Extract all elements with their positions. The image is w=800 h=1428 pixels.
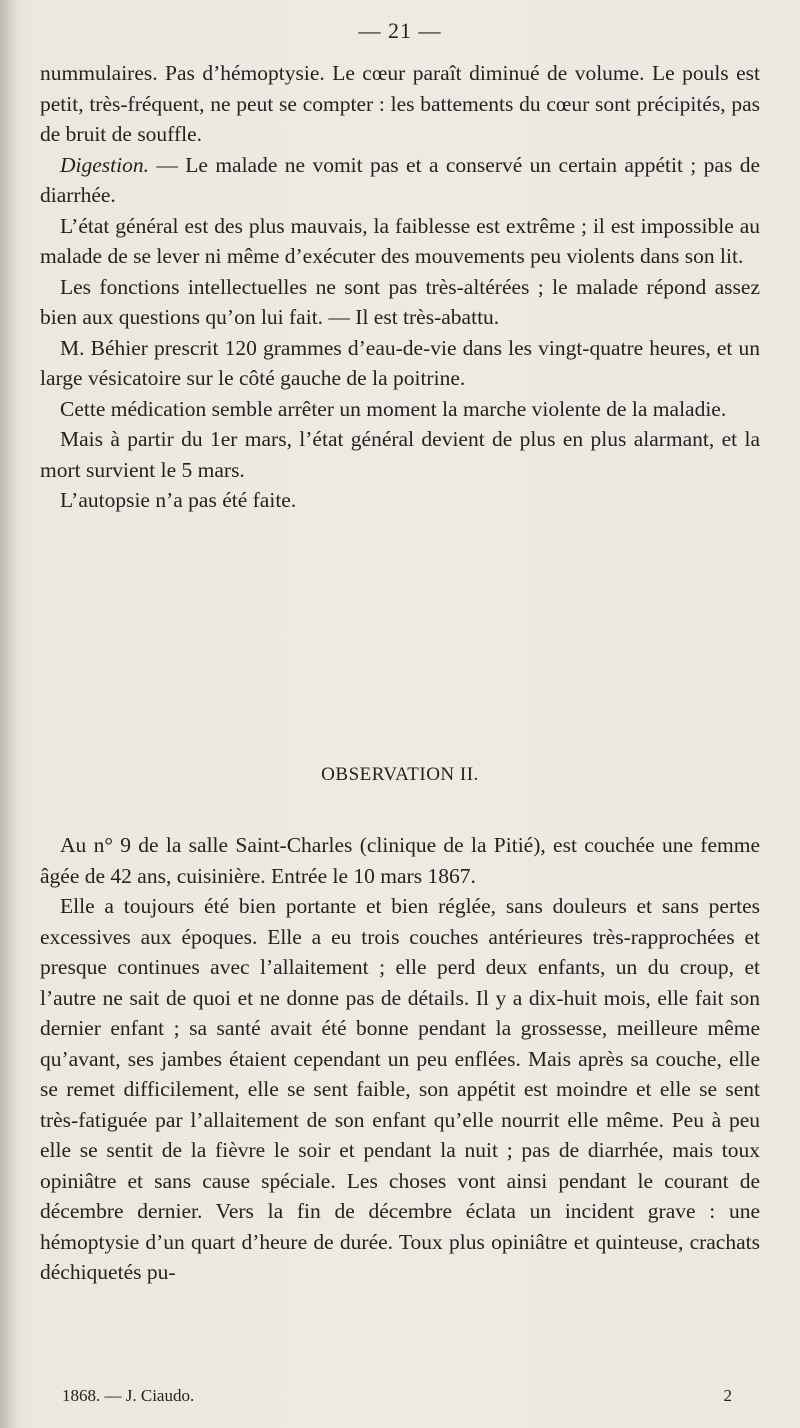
footer xyxy=(62,1386,732,1406)
paragraph: Les fonctions intellectuelles ne sont pas très-altérées ; le malade répond assez bien aux questions qu’on lui fait. — Il est très-abattu. xyxy=(40,274,760,329)
paragraph: Mais à partir du 1er mars, l’état général devient de plus en plus alarmant, et la mort survient le 5 mars. xyxy=(40,427,760,482)
text-block-top xyxy=(40,58,760,516)
footer-sheet-number: 2 xyxy=(723,1386,732,1405)
digestion-label: Digestion. xyxy=(60,152,149,177)
text-block-observation xyxy=(40,830,760,1288)
paragraph: L’état général est des plus mauvais, la faiblesse est extrême ; il est impossible au malade de se lever ni même d’exécuter des mouvements peu violents dans son lit. xyxy=(40,213,760,268)
page-number: — 21 — xyxy=(358,18,442,43)
paragraph-digestion xyxy=(40,150,760,211)
observation-title: OBSERVATION II. xyxy=(321,764,479,785)
paragraph-text: — Le malade ne vomit pas et a conservé un certain appétit ; pas de diarrhée. xyxy=(40,152,760,207)
spine-shadow xyxy=(0,0,18,1428)
paragraph: Elle a toujours été bien portante et bien réglée, sans douleurs et sans pertes excessives aux époques. Elle a eu trois couches antérieures très-rapprochées et presque continues avec l’allaitement ; elle perd deux enfants, un du croup, et l’autre ne sait de quoi et ne donne pas de détails. Il y a dix-huit mois, elle fait son dernier enfant ; sa santé avait été bonne pendant la grossesse, meilleure même qu’avant, ses jambes étaient cependant un peu enflées. Mais après sa couche, elle se remet difficilement, elle se sent faible, son appétit est moindre et elle se sent très-fatiguée par l’allaitement de son enfant qu’elle nourrit elle même. Peu à peu elle se sentit de la fièvre le soir et pendant la nuit ; pas de diarrhée, mais toux opiniâtre et sans cause spéciale. Les choses vont ainsi pendant le courant de décembre dernier. Vers la fin de décembre éclata un incident grave : une hémoptysie d’un quart d’heure de durée. Toux plus opiniâtre et quinteuse, crachats déchiquetés pu- xyxy=(40,894,760,1284)
paragraph: Cette médication semble arrêter un moment la marche violente de la maladie. xyxy=(60,396,727,421)
paragraph: nummulaires. Pas d’hémoptysie. Le cœur paraît diminué de volume. Le pouls est petit, très-fréquent, ne peut se compter : les battements du cœur sont précipités, pas de bruit de souffle. xyxy=(40,61,760,146)
paragraph: L’autopsie n’a pas été faite. xyxy=(60,488,297,512)
footer-signature: 1868. — J. Ciaudo. xyxy=(62,1386,195,1405)
paragraph: Au n° 9 de la salle Saint-Charles (clinique de la Pitié), est couchée une femme âgée de 42 ans, cuisinière. Entrée le 10 mars 1867. xyxy=(40,833,760,888)
paragraph: M. Béhier prescrit 120 grammes d’eau-de-vie dans les vingt-quatre heures, et un large vésicatoire sur le côté gauche de la poitrine. xyxy=(40,335,760,390)
